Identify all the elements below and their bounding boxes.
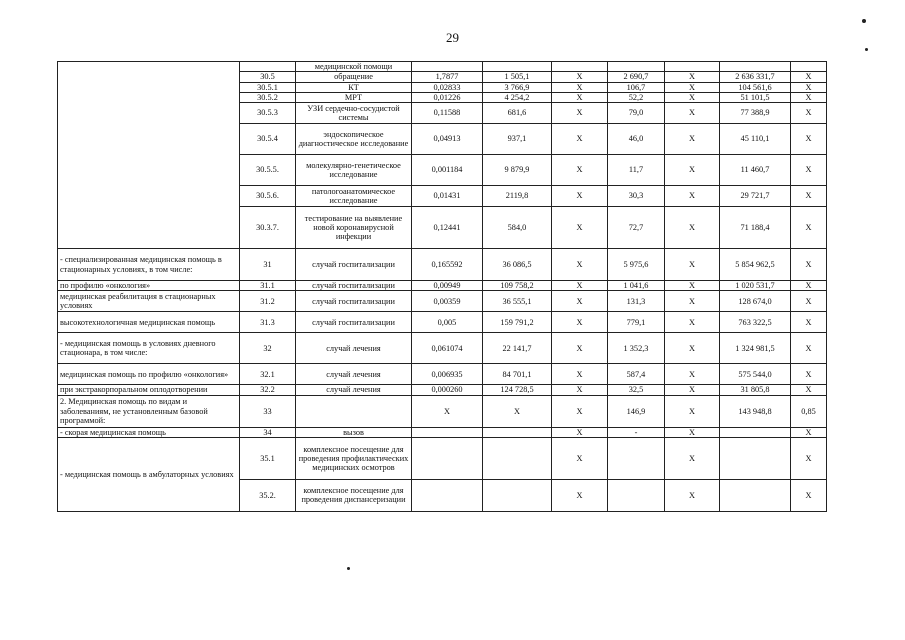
cell-c3: X [552,385,608,395]
cell-code: 30.5.3 [240,103,296,124]
cell-c3: X [552,103,608,124]
cell-unit: медицинской помощи [296,62,412,72]
cell-unit: случай лечения [296,364,412,385]
cell-c5: X [665,124,720,155]
cell-c2: 3 766,9 [483,82,552,92]
cell-code: 30.5.5. [240,155,296,186]
cell-code: 30.5.2 [240,92,296,102]
cell-c3: X [552,437,608,479]
cell-c3: X [552,333,608,364]
cell-c2: 84 701,1 [483,364,552,385]
cell-c3: X [552,281,608,291]
cell-code: 34 [240,427,296,437]
cell-c2: 2119,8 [483,186,552,207]
cell-c4: 30,3 [608,186,665,207]
cell-c1: 0,11588 [412,103,483,124]
cell-c1: 0,12441 [412,207,483,249]
cell-c4: 32,5 [608,385,665,395]
table-body [58,62,827,512]
cell-c4: 72,7 [608,207,665,249]
cell-c4 [608,479,665,511]
table-row [58,385,827,395]
cell-c4: 46,0 [608,124,665,155]
cell-c6: 1 324 981,5 [720,333,791,364]
cell-code: 31.1 [240,281,296,291]
cell-code: 30.3.7. [240,207,296,249]
cell-c6: 1 020 531,7 [720,281,791,291]
cell-c5: X [665,155,720,186]
cell-code: 31 [240,249,296,281]
cell-c2 [483,479,552,511]
cell-c3: X [552,155,608,186]
cell-c2: 124 728,5 [483,385,552,395]
cell-c1: 0,006935 [412,364,483,385]
cell-c4: 5 975,6 [608,249,665,281]
cell-c4: 106,7 [608,82,665,92]
cell-c5: X [665,249,720,281]
cell-c2 [483,62,552,72]
table-row [58,312,827,333]
cell-c7: X [791,427,827,437]
cell-c6: 128 674,0 [720,291,791,312]
cell-unit: тестирование на выявление новой коронавирусной инфекции [296,207,412,249]
cell-unit: случай госпитализации [296,312,412,333]
cell-c4: 146,9 [608,395,665,427]
cell-c5: X [665,103,720,124]
cell-c5: X [665,395,720,427]
cell-c7: X [791,103,827,124]
table-row [58,62,827,72]
cell-c1: X [412,395,483,427]
cell-c4: 131,3 [608,291,665,312]
table-row [58,249,827,281]
cell-c5: X [665,82,720,92]
cell-c7: X [791,437,827,479]
cell-c2: 4 254,2 [483,92,552,102]
row-description: - специализированная медицинская помощь в стационарных условиях, в том числе: [58,249,240,281]
cell-code [240,62,296,72]
cell-c7: X [791,186,827,207]
cell-c2 [483,427,552,437]
cell-c3: X [552,312,608,333]
cell-c5: X [665,333,720,364]
cell-code: 30.5.1 [240,82,296,92]
cell-code: 32.2 [240,385,296,395]
cell-c2: 584,0 [483,207,552,249]
row-description: медицинская помощь по профилю «онкология» [58,364,240,385]
cell-c1: 0,000260 [412,385,483,395]
scan-speck-bottom [347,567,350,570]
cell-c6: 51 101,5 [720,92,791,102]
cell-c6: 31 805,8 [720,385,791,395]
cell-code: 33 [240,395,296,427]
cell-c6: 2 636 331,7 [720,72,791,82]
cell-c6: 29 721,7 [720,186,791,207]
cell-c2: 937,1 [483,124,552,155]
cell-c2 [483,437,552,479]
cell-c1: 0,005 [412,312,483,333]
cell-c7: X [791,291,827,312]
cell-c6: 45 110,1 [720,124,791,155]
cell-c2: X [483,395,552,427]
cell-c3: X [552,427,608,437]
cell-c1: 1,7877 [412,72,483,82]
cell-c1: 0,00949 [412,281,483,291]
cell-c7: X [791,207,827,249]
cell-c7 [791,62,827,72]
cell-c7: X [791,92,827,102]
cell-c7: X [791,479,827,511]
cell-c2: 109 758,2 [483,281,552,291]
cell-unit: случай лечения [296,385,412,395]
row-description: по профилю «онкология» [58,281,240,291]
cell-c4: 587,4 [608,364,665,385]
cell-code: 30.5 [240,72,296,82]
cell-c5: X [665,281,720,291]
cell-c2: 36 555,1 [483,291,552,312]
cell-c4: 1 041,6 [608,281,665,291]
cell-c5: X [665,364,720,385]
table-row [58,333,827,364]
cell-unit: комплексное посещение для проведения диспансеризации [296,479,412,511]
cell-c4: - [608,427,665,437]
cell-c6: 143 948,8 [720,395,791,427]
cell-c4 [608,437,665,479]
cell-c3: X [552,82,608,92]
cell-code: 30.5.6. [240,186,296,207]
cell-c5: X [665,385,720,395]
cell-c2: 159 791,2 [483,312,552,333]
table-row [58,427,827,437]
cell-c7: 0,85 [791,395,827,427]
cell-c3: X [552,479,608,511]
cell-unit [296,395,412,427]
row-description: 2. Медицинская помощь по видам и заболеваниям, не установленным базовой программой: [58,395,240,427]
cell-c4: 2 690,7 [608,72,665,82]
cell-c1 [412,479,483,511]
cell-c4: 11,7 [608,155,665,186]
cell-c3: X [552,395,608,427]
table-row [58,281,827,291]
cell-unit: КТ [296,82,412,92]
cell-c4 [608,62,665,72]
cell-c6: 71 188,4 [720,207,791,249]
cell-code: 31.3 [240,312,296,333]
cell-c3: X [552,124,608,155]
row-description: - медицинская помощь в условиях дневного стационара, в том числе: [58,333,240,364]
cell-c6 [720,437,791,479]
cell-c2: 36 086,5 [483,249,552,281]
row-description: - медицинская помощь в амбулаторных условиях [58,437,240,511]
cell-c1: 0,165592 [412,249,483,281]
cell-unit: обращение [296,72,412,82]
cell-c1: 0,01226 [412,92,483,102]
cell-c3: X [552,291,608,312]
cell-c5: X [665,312,720,333]
cell-c3: X [552,186,608,207]
cell-c7: X [791,155,827,186]
cell-unit: комплексное посещение для проведения профилактических медицинских осмотров [296,437,412,479]
cell-c6: 11 460,7 [720,155,791,186]
cell-c5: X [665,291,720,312]
cell-c1 [412,437,483,479]
cell-code: 30.5.4 [240,124,296,155]
cell-code: 35.1 [240,437,296,479]
cell-c6: 77 388,9 [720,103,791,124]
table-row [58,364,827,385]
cell-c5: X [665,437,720,479]
cell-code: 35.2. [240,479,296,511]
cell-c6 [720,479,791,511]
cell-c3: X [552,249,608,281]
cell-c6 [720,62,791,72]
cell-unit: вызов [296,427,412,437]
cell-c6: 575 544,0 [720,364,791,385]
cell-c7: X [791,333,827,364]
cell-c5: X [665,207,720,249]
cell-c3 [552,62,608,72]
row-description-blank [58,62,240,249]
cell-c2: 22 141,7 [483,333,552,364]
cell-unit: случай госпитализации [296,291,412,312]
cell-c3: X [552,72,608,82]
page-number: 29 [446,30,459,45]
tariff-table [57,61,827,512]
table-row [58,437,827,479]
cell-unit: случай госпитализации [296,281,412,291]
cell-c5 [665,62,720,72]
cell-code: 32 [240,333,296,364]
cell-c3: X [552,364,608,385]
cell-c7: X [791,249,827,281]
cell-c3: X [552,207,608,249]
row-description: медицинская реабилитация в стационарных условиях [58,291,240,312]
cell-code: 32.1 [240,364,296,385]
table-row [58,395,827,427]
cell-c7: X [791,124,827,155]
scan-speck-right [865,48,868,51]
cell-c1: 0,02833 [412,82,483,92]
cell-c1: 0,04913 [412,124,483,155]
cell-c4: 52,2 [608,92,665,102]
cell-c5: X [665,479,720,511]
row-description: при экстракорпоральном оплодотворении [58,385,240,395]
row-description: высокотехнологичная медицинская помощь [58,312,240,333]
cell-c2: 1 505,1 [483,72,552,82]
cell-unit: случай лечения [296,333,412,364]
cell-c6: 763 322,5 [720,312,791,333]
cell-c6 [720,427,791,437]
cell-c4: 1 352,3 [608,333,665,364]
cell-unit: случай госпитализации [296,249,412,281]
cell-c1: 0,00359 [412,291,483,312]
cell-c1: 0,061074 [412,333,483,364]
cell-c4: 779,1 [608,312,665,333]
cell-c6: 104 561,6 [720,82,791,92]
cell-c7: X [791,364,827,385]
cell-c2: 9 879,9 [483,155,552,186]
cell-c1 [412,427,483,437]
cell-unit: эндоскопическое диагностическое исследование [296,124,412,155]
cell-c7: X [791,385,827,395]
cell-c7: X [791,82,827,92]
scan-speck-top [862,19,866,23]
cell-c7: X [791,281,827,291]
table-row [58,291,827,312]
cell-c1: 0,001184 [412,155,483,186]
row-description: - скорая медицинская помощь [58,427,240,437]
cell-c6: 5 854 962,5 [720,249,791,281]
cell-c1 [412,62,483,72]
cell-unit: патологоанатомическое исследование [296,186,412,207]
cell-c5: X [665,92,720,102]
cell-c5: X [665,72,720,82]
cell-c7: X [791,72,827,82]
cell-unit: УЗИ сердечно-сосудистой системы [296,103,412,124]
cell-unit: молекулярно-генетическое исследование [296,155,412,186]
cell-c3: X [552,92,608,102]
cell-c7: X [791,312,827,333]
cell-c1: 0,01431 [412,186,483,207]
cell-c5: X [665,186,720,207]
cell-code: 31.2 [240,291,296,312]
cell-unit: МРТ [296,92,412,102]
cell-c4: 79,0 [608,103,665,124]
cell-c5: X [665,427,720,437]
cell-c2: 681,6 [483,103,552,124]
